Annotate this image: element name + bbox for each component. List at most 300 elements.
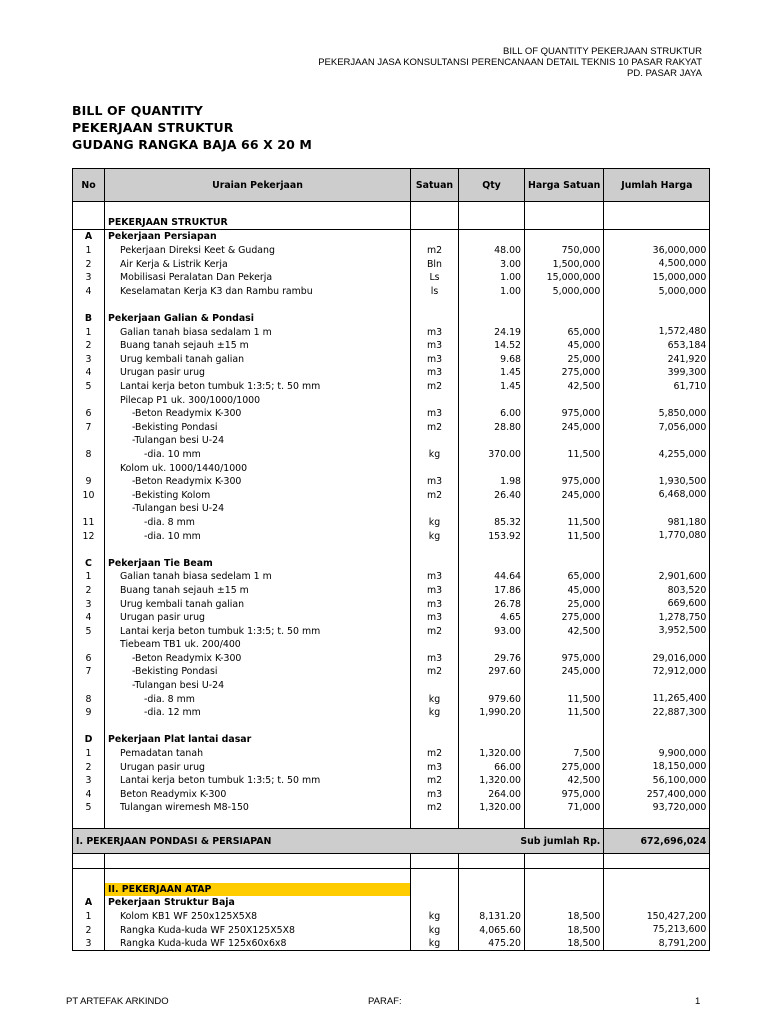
cell-total: 22,887,300 (604, 706, 710, 720)
cell-desc: Rangka Kuda-kuda WF 250X125X5X8 (105, 923, 411, 937)
cell-desc: Pekerjaan Galian & Pondasi (105, 312, 411, 326)
cell-total: 36,000,000 (604, 244, 710, 258)
cell-total (604, 393, 710, 407)
col-header-price: Harga Satuan (525, 169, 604, 202)
cell-unit: m2 (411, 801, 459, 815)
table-row (73, 692, 710, 706)
cell-total: 1,572,480 (604, 325, 710, 339)
cell-qty: 1,320.00 (459, 774, 525, 788)
cell-unit: kg (411, 529, 459, 543)
cell-price: 45,000 (525, 339, 604, 353)
cell-unit: kg (411, 516, 459, 530)
table-row (73, 312, 710, 326)
blank-row (73, 202, 710, 216)
cell-desc: -Tulangan besi U-24 (105, 679, 411, 693)
cell-unit (411, 883, 459, 897)
cell-price: 275,000 (525, 760, 604, 774)
cell-no: 9 (73, 706, 105, 720)
table-row (73, 339, 710, 353)
cell-qty (459, 393, 525, 407)
cell-price: 15,000,000 (525, 271, 604, 285)
cell-no: 6 (73, 652, 105, 666)
cell-unit (411, 502, 459, 516)
cell-price (525, 720, 604, 734)
cell-total (604, 216, 710, 230)
cell-unit: m3 (411, 788, 459, 802)
cell-desc: Pekerjaan Plat lantai dasar (105, 733, 411, 747)
cell-price: 45,000 (525, 584, 604, 598)
cell-unit (411, 393, 459, 407)
table-row (73, 271, 710, 285)
cell-unit: Ls (411, 271, 459, 285)
cell-unit: m3 (411, 339, 459, 353)
cell-no: 2 (73, 257, 105, 271)
cell-no: 3 (73, 353, 105, 367)
cell-unit (411, 868, 459, 882)
cell-qty: 1.00 (459, 285, 525, 299)
cell-price: 11,500 (525, 529, 604, 543)
cell-no (73, 216, 105, 230)
table-body (73, 202, 710, 951)
cell-qty (459, 868, 525, 882)
cell-price: 42,500 (525, 624, 604, 638)
cell-price: 275,000 (525, 366, 604, 380)
cell-qty: 153.92 (459, 529, 525, 543)
cell-no: 2 (73, 339, 105, 353)
cell-price (525, 230, 604, 244)
cell-no: 11 (73, 516, 105, 530)
cell-unit (411, 202, 459, 216)
table-row (73, 461, 710, 475)
cell-price: 245,000 (525, 488, 604, 502)
cell-qty: 24.19 (459, 325, 525, 339)
cell-qty: 475.20 (459, 937, 525, 951)
cell-desc: Pemadatan tanah (105, 747, 411, 761)
cell-price: 975,000 (525, 788, 604, 802)
cell-total: 11,265,400 (604, 692, 710, 706)
cell-no (73, 393, 105, 407)
table-row (73, 556, 710, 570)
cell-price: 7,500 (525, 747, 604, 761)
cell-price: 11,500 (525, 692, 604, 706)
cell-price: 11,500 (525, 448, 604, 462)
cell-qty (459, 434, 525, 448)
table-row (73, 353, 710, 367)
cell-total: 15,000,000 (604, 271, 710, 285)
title-line-3: GUDANG RANGKA BAJA 66 X 20 M (72, 137, 312, 152)
cell-unit: kg (411, 937, 459, 951)
cell-no: 5 (73, 801, 105, 815)
cell-qty: 29.76 (459, 652, 525, 666)
cell-qty: 1.98 (459, 475, 525, 489)
table-row (73, 747, 710, 761)
cell-price: 25,000 (525, 597, 604, 611)
cell-price: 18,500 (525, 923, 604, 937)
cell-total: 8,791,200 (604, 937, 710, 951)
cell-no (73, 434, 105, 448)
footer-page-number: 1 (695, 996, 701, 1007)
cell-qty (459, 312, 525, 326)
boq-table (72, 168, 710, 951)
table-row (73, 883, 710, 897)
cell-total: 981,180 (604, 516, 710, 530)
cell-total (604, 434, 710, 448)
cell-total (604, 868, 710, 882)
cell-no: 5 (73, 380, 105, 394)
table-row (73, 652, 710, 666)
cell-total (604, 815, 710, 829)
cell-unit (411, 638, 459, 652)
cell-desc: -Beton Readymix K-300 (105, 652, 411, 666)
cell-desc: Beton Readymix K-300 (105, 788, 411, 802)
cell-price: 5,000,000 (525, 285, 604, 299)
cell-qty (459, 502, 525, 516)
cell-unit: m2 (411, 747, 459, 761)
table-row (73, 421, 710, 435)
cell-qty: 85.32 (459, 516, 525, 530)
blank-row (73, 854, 710, 869)
table-row (73, 325, 710, 339)
table-row (73, 434, 710, 448)
cell-qty: 1.45 (459, 380, 525, 394)
footer-paraf: PARAF: (368, 996, 402, 1007)
cell-unit: m3 (411, 652, 459, 666)
table-row (73, 597, 710, 611)
cell-no: 1 (73, 747, 105, 761)
cell-price (525, 543, 604, 557)
cell-total (604, 896, 710, 910)
cell-qty (459, 216, 525, 230)
subtotal-caption: Sub jumlah Rp. (411, 829, 604, 854)
cell-total (604, 502, 710, 516)
cell-unit: m2 (411, 665, 459, 679)
cell-unit (411, 896, 459, 910)
cell-total (604, 679, 710, 693)
cell-total: 399,300 (604, 366, 710, 380)
cell-no: 2 (73, 923, 105, 937)
cell-qty: 28.80 (459, 421, 525, 435)
cell-unit: m3 (411, 611, 459, 625)
cell-unit: m3 (411, 475, 459, 489)
cell-no: 4 (73, 285, 105, 299)
cell-no (73, 202, 105, 216)
cell-total (604, 556, 710, 570)
table-row (73, 706, 710, 720)
cell-qty (459, 815, 525, 829)
cell-no (73, 679, 105, 693)
cell-total: 1,930,500 (604, 475, 710, 489)
cell-no (73, 461, 105, 475)
cell-no: C (73, 556, 105, 570)
table-row (73, 380, 710, 394)
cell-unit: m2 (411, 774, 459, 788)
cell-no (73, 543, 105, 557)
cell-desc (105, 202, 411, 216)
cell-unit: m2 (411, 624, 459, 638)
table-row (73, 407, 710, 421)
blank-row (73, 543, 710, 557)
cell-qty: 979.60 (459, 692, 525, 706)
title-line-1: BILL OF QUANTITY (72, 103, 203, 118)
cell-price (525, 393, 604, 407)
cell-unit: m2 (411, 244, 459, 258)
cell-qty: 9.68 (459, 353, 525, 367)
table-row (73, 611, 710, 625)
cell-qty: 1.00 (459, 271, 525, 285)
cell-unit (411, 434, 459, 448)
cell-total: 61,710 (604, 380, 710, 394)
subtotal-label: I. PEKERJAAN PONDASI & PERSIAPAN (73, 829, 411, 854)
cell-qty: 3.00 (459, 257, 525, 271)
table-row (73, 801, 710, 815)
table-row (73, 788, 710, 802)
table-row (73, 638, 710, 652)
cell-qty: 48.00 (459, 244, 525, 258)
cell-total: 241,920 (604, 353, 710, 367)
cell-total (604, 720, 710, 734)
cell-desc: -dia. 12 mm (105, 706, 411, 720)
cell-price: 18,500 (525, 937, 604, 951)
document-header (318, 46, 702, 79)
cell-price: 11,500 (525, 516, 604, 530)
cell-desc: -Bekisting Pondasi (105, 665, 411, 679)
cell-total: 803,520 (604, 584, 710, 598)
blank-row (73, 720, 710, 734)
cell-unit (411, 216, 459, 230)
title-line-2: PEKERJAAN STRUKTUR (72, 120, 234, 135)
cell-no: 3 (73, 937, 105, 951)
cell-total: 5,000,000 (604, 285, 710, 299)
cell-total: 150,427,200 (604, 910, 710, 924)
col-header-desc: Uraian Pekerjaan (105, 169, 411, 202)
cell-total (604, 854, 710, 869)
cell-qty (459, 896, 525, 910)
cell-total (604, 312, 710, 326)
cell-qty: 93.00 (459, 624, 525, 638)
cell-desc: Pilecap P1 uk. 300/1000/1000 (105, 393, 411, 407)
cell-qty: 14.52 (459, 339, 525, 353)
cell-no: 1 (73, 910, 105, 924)
cell-no: 4 (73, 788, 105, 802)
cell-qty: 26.78 (459, 597, 525, 611)
cell-no: D (73, 733, 105, 747)
cell-total: 4,255,000 (604, 448, 710, 462)
cell-desc: II. PEKERJAAN ATAP (105, 883, 411, 897)
table-row (73, 366, 710, 380)
cell-desc: Urugan pasir urug (105, 366, 411, 380)
cell-price (525, 556, 604, 570)
cell-total: 5,850,000 (604, 407, 710, 421)
table-row (73, 257, 710, 271)
table-row (73, 230, 710, 244)
table-row (73, 216, 710, 230)
cell-total: 93,720,000 (604, 801, 710, 815)
cell-unit: kg (411, 692, 459, 706)
cell-desc: Lantai kerja beton tumbuk 1:3:5; t. 50 mm (105, 774, 411, 788)
cell-qty (459, 883, 525, 897)
table-row (73, 937, 710, 951)
table-row (73, 244, 710, 258)
cell-total: 257,400,000 (604, 788, 710, 802)
table-row (73, 774, 710, 788)
cell-desc (105, 815, 411, 829)
cell-desc: Pekerjaan Persiapan (105, 230, 411, 244)
cell-unit: m3 (411, 760, 459, 774)
cell-qty (459, 556, 525, 570)
cell-no: A (73, 230, 105, 244)
header-line-3: PD. PASAR JAYA (627, 68, 702, 79)
cell-no: 10 (73, 488, 105, 502)
cell-total: 1,770,080 (604, 529, 710, 543)
cell-unit: ls (411, 285, 459, 299)
cell-desc: -Bekisting Kolom (105, 488, 411, 502)
cell-total: 2,901,600 (604, 570, 710, 584)
cell-qty (459, 679, 525, 693)
cell-unit: m3 (411, 366, 459, 380)
cell-desc: Pekerjaan Tie Beam (105, 556, 411, 570)
cell-price (525, 679, 604, 693)
cell-unit: kg (411, 923, 459, 937)
cell-qty (459, 543, 525, 557)
cell-desc (105, 720, 411, 734)
cell-desc: Pekerjaan Struktur Baja (105, 896, 411, 910)
cell-price (525, 883, 604, 897)
cell-unit: m3 (411, 353, 459, 367)
cell-unit (411, 720, 459, 734)
cell-no: 4 (73, 366, 105, 380)
col-header-unit: Satuan (411, 169, 459, 202)
cell-unit: m3 (411, 584, 459, 598)
cell-desc: Urug kembali tanah galian (105, 353, 411, 367)
cell-desc: Lantai kerja beton tumbuk 1:3:5; t. 50 mm (105, 380, 411, 394)
cell-desc: Buang tanah sejauh ±15 m (105, 339, 411, 353)
cell-no: B (73, 312, 105, 326)
cell-qty: 44.64 (459, 570, 525, 584)
table-row (73, 584, 710, 598)
cell-total: 6,468,000 (604, 488, 710, 502)
table-row (73, 570, 710, 584)
cell-total: 56,100,000 (604, 774, 710, 788)
cell-no: 6 (73, 407, 105, 421)
cell-price: 18,500 (525, 910, 604, 924)
cell-price (525, 216, 604, 230)
table-row (73, 502, 710, 516)
cell-qty: 8,131.20 (459, 910, 525, 924)
cell-price: 975,000 (525, 475, 604, 489)
cell-price: 71,000 (525, 801, 604, 815)
cell-qty: 370.00 (459, 448, 525, 462)
cell-desc: -dia. 8 mm (105, 516, 411, 530)
cell-desc: Air Kerja & Listrik Kerja (105, 257, 411, 271)
cell-desc (105, 298, 411, 312)
cell-price: 11,500 (525, 706, 604, 720)
cell-no: 1 (73, 325, 105, 339)
cell-price: 275,000 (525, 611, 604, 625)
subtotal-value: 672,696,024 (604, 829, 710, 854)
cell-desc (105, 868, 411, 882)
cell-desc: -Tulangan besi U-24 (105, 502, 411, 516)
cell-desc: Urug kembali tanah galian (105, 597, 411, 611)
col-header-total: Jumlah Harga (604, 169, 710, 202)
cell-desc: -Beton Readymix K-300 (105, 475, 411, 489)
cell-total: 72,912,000 (604, 665, 710, 679)
blank-row (73, 868, 710, 882)
table-row (73, 665, 710, 679)
table-row (73, 760, 710, 774)
cell-unit: m3 (411, 407, 459, 421)
cell-no (73, 868, 105, 882)
cell-desc (105, 543, 411, 557)
cell-no: 4 (73, 611, 105, 625)
table-row (73, 448, 710, 462)
cell-desc: Urugan pasir urug (105, 760, 411, 774)
cell-unit (411, 556, 459, 570)
cell-price: 42,500 (525, 380, 604, 394)
cell-no (73, 883, 105, 897)
table-row (73, 910, 710, 924)
cell-price: 750,000 (525, 244, 604, 258)
cell-no: 8 (73, 448, 105, 462)
cell-qty (459, 854, 525, 869)
table-row (73, 475, 710, 489)
document-title (72, 102, 312, 153)
cell-price (525, 461, 604, 475)
table-row (73, 285, 710, 299)
cell-desc: Buang tanah sejauh ±15 m (105, 584, 411, 598)
cell-unit: kg (411, 706, 459, 720)
cell-qty: 1.45 (459, 366, 525, 380)
cell-total (604, 202, 710, 216)
cell-unit: kg (411, 910, 459, 924)
table-row (73, 624, 710, 638)
cell-unit: m3 (411, 597, 459, 611)
cell-no: 1 (73, 244, 105, 258)
footer-company: PT ARTEFAK ARKINDO (66, 996, 169, 1007)
cell-unit (411, 679, 459, 693)
cell-price: 975,000 (525, 407, 604, 421)
cell-unit (411, 230, 459, 244)
cell-desc: -dia. 10 mm (105, 448, 411, 462)
cell-desc: Rangka Kuda-kuda WF 125x60x6x8 (105, 937, 411, 951)
subtotal-row (73, 829, 710, 854)
table-row (73, 896, 710, 910)
cell-no: 3 (73, 774, 105, 788)
table-row (73, 679, 710, 693)
cell-total (604, 638, 710, 652)
cell-no: 2 (73, 760, 105, 774)
cell-no: 9 (73, 475, 105, 489)
cell-desc (105, 854, 411, 869)
cell-no: 8 (73, 692, 105, 706)
cell-no: 3 (73, 271, 105, 285)
cell-desc: PEKERJAAN STRUKTUR (105, 216, 411, 230)
cell-qty: 17.86 (459, 584, 525, 598)
cell-desc: Kolom KB1 WF 250x125X5X8 (105, 910, 411, 924)
cell-no (73, 720, 105, 734)
cell-price: 25,000 (525, 353, 604, 367)
cell-desc: Kolom uk. 1000/1440/1000 (105, 461, 411, 475)
cell-total (604, 230, 710, 244)
cell-total (604, 461, 710, 475)
cell-qty: 297.60 (459, 665, 525, 679)
cell-no: 7 (73, 421, 105, 435)
cell-total (604, 883, 710, 897)
cell-no (73, 815, 105, 829)
cell-qty: 1,320.00 (459, 801, 525, 815)
cell-qty: 6.00 (459, 407, 525, 421)
cell-qty: 26.40 (459, 488, 525, 502)
cell-no: 7 (73, 665, 105, 679)
